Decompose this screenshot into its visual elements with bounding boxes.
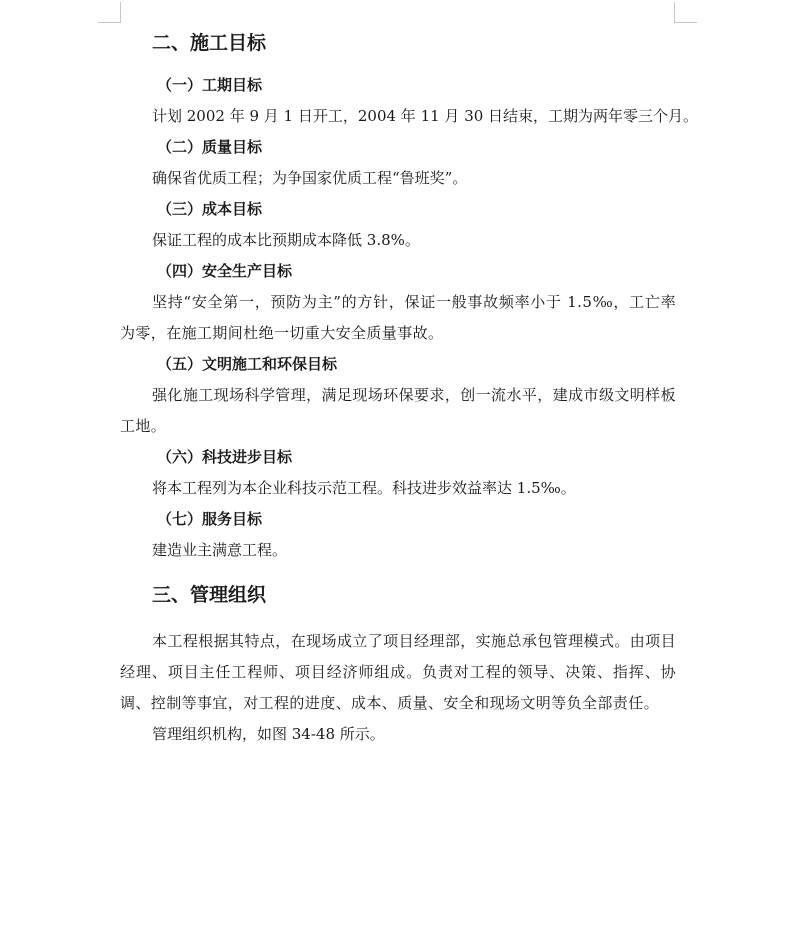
subsection-heading-service: （七）服务目标 — [157, 510, 263, 528]
subsection-heading-safety: （四）安全生产目标 — [157, 262, 293, 280]
paragraph-service: 建造业主满意工程。 — [152, 541, 288, 559]
subsection-heading-technology: （六）科技进步目标 — [157, 448, 293, 466]
subsection-heading-civilized-construction: （五）文明施工和环保目标 — [157, 355, 338, 373]
paragraph-technology: 将本工程列为本企业科技示范工程。科技进步效益率达 1.5‰。 — [152, 479, 576, 497]
subsection-heading-schedule: （一）工期目标 — [157, 76, 263, 94]
paragraph-cost: 保证工程的成本比预期成本降低 3.8%。 — [152, 231, 420, 249]
paragraph-schedule: 计划 2002 年 9 月 1 日开工，2004 年 11 月 30 日结束，工期为两年零三个月。 — [152, 107, 699, 125]
section-heading-construction-goals: 二、施工目标 — [152, 32, 267, 54]
crop-mark-top-left — [98, 2, 121, 23]
subsection-heading-cost: （三）成本目标 — [157, 200, 263, 218]
paragraph-quality: 确保省优质工程；为争国家优质工程“鲁班奖”。 — [152, 169, 468, 187]
paragraph-organization-chart-reference: 管理组织机构，如图 34-48 所示。 — [152, 725, 385, 743]
document-body — [120, 28, 699, 750]
subsection-heading-quality: （二）质量目标 — [157, 138, 263, 156]
paragraph-management-organization: 本工程根据其特点，在现场成立了项目经理部，实施总承包管理模式。由项目经理、项目主任工程师、项目经济师组成。负责对工程的领导、决策、指挥、协调、控制等事宜，对工程的进度、成本、质量、安全和现场文明等负全部责任。 — [120, 632, 676, 712]
paragraph-civilized-construction: 强化施工现场科学管理，满足现场环保要求，创一流水平，建成市级文明样板工地。 — [120, 386, 676, 435]
crop-mark-top-right — [674, 2, 697, 23]
section-heading-management-organization: 三、管理组织 — [152, 584, 267, 606]
paragraph-safety: 坚持“安全第一，预防为主”的方针，保证一般事故频率小于 1.5‰，工亡率为零，在施工期间杜绝一切重大安全质量事故。 — [120, 293, 676, 342]
